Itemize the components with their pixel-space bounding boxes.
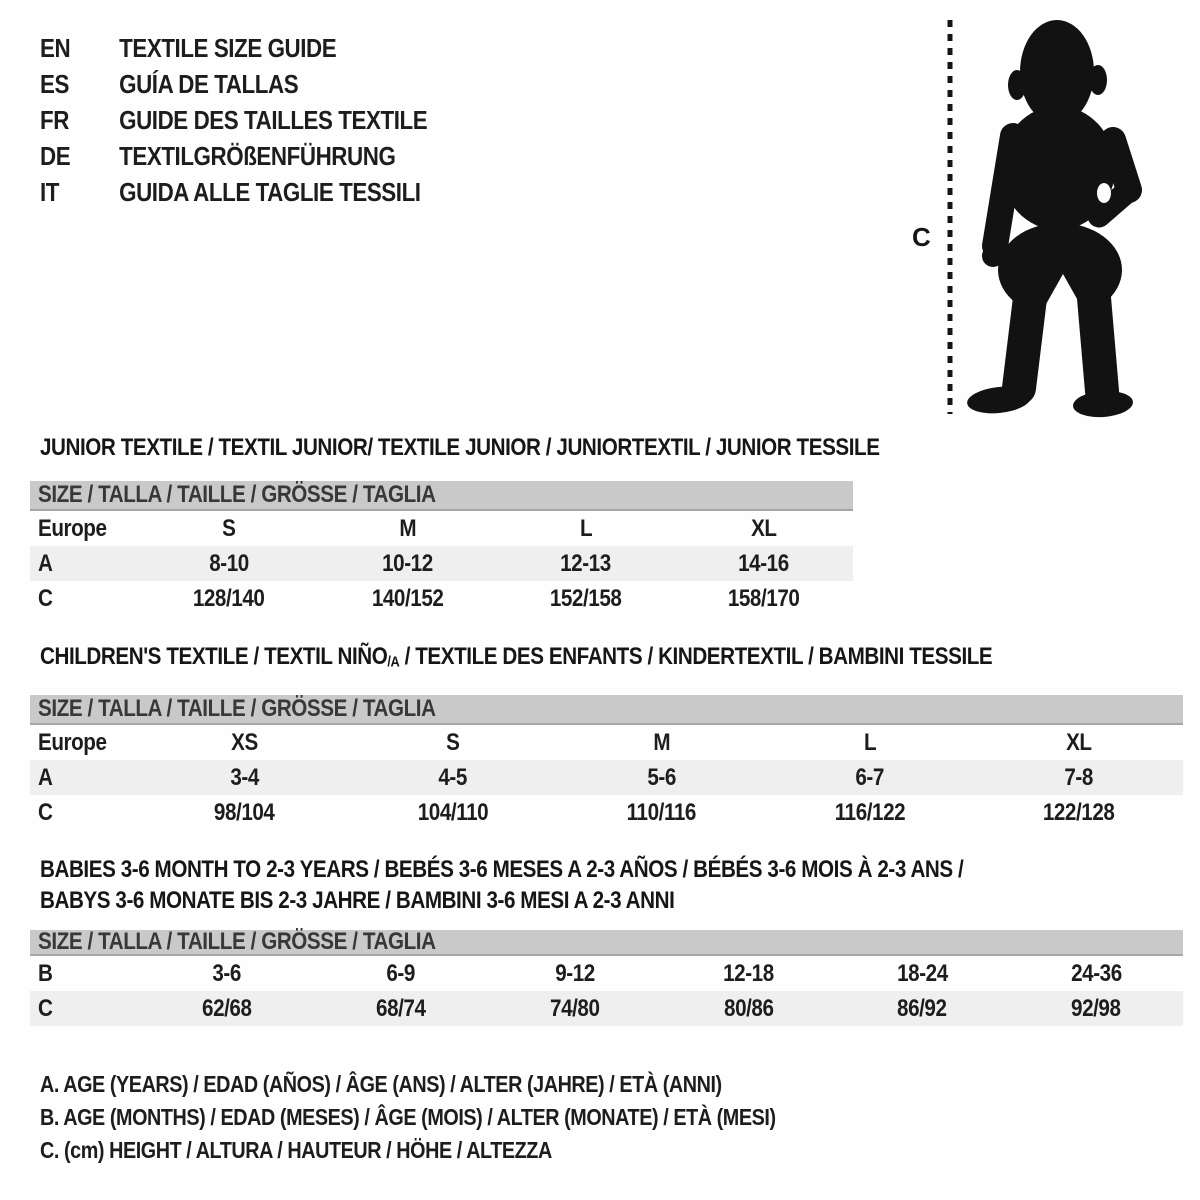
size-value: 116/122 <box>834 798 906 826</box>
size-value: XS <box>230 728 258 756</box>
legend-text-b: B. AGE (MONTHS) / EDAD (MESES) / ÂGE (MOIS) / ALTER (MONATE) / ETÀ (MESI) <box>40 1104 776 1130</box>
size-value: M <box>398 514 416 542</box>
table-row <box>30 956 1183 991</box>
size-value: 12-18 <box>723 959 774 987</box>
size-header-bar <box>30 930 1183 956</box>
table-row <box>30 581 853 616</box>
legend-line-c <box>40 1134 895 1167</box>
children-section-heading <box>40 643 1147 671</box>
row-label: A <box>38 763 53 791</box>
junior-heading-text: JUNIOR TEXTILE / TEXTIL JUNIOR/ TEXTILE JUNIOR / JUNIORTEXTIL / JUNIOR TESSILE <box>40 434 880 461</box>
table-row <box>30 725 1183 760</box>
legend-line-a <box>40 1068 895 1101</box>
children-heading-subscript: /A <box>387 654 400 671</box>
children-heading-part2: / TEXTILE DES ENFANTS / KINDERTEXTIL / BAMBINI TESSILE <box>399 643 993 670</box>
language-row-it <box>40 174 427 210</box>
row-label: B <box>38 959 53 987</box>
row-label: C <box>38 798 53 826</box>
language-row-en <box>40 30 427 66</box>
guide-title: GUIDE DES TAILLES TEXTILE <box>119 104 428 135</box>
language-row-de <box>40 138 427 174</box>
language-code: IT <box>40 176 60 207</box>
size-value: 12-13 <box>560 549 611 577</box>
size-value: 3-4 <box>230 763 259 791</box>
size-value: L <box>579 514 592 542</box>
legend-text-c: C. (cm) HEIGHT / ALTURA / HAUTEUR / HÖHE / ALTEZZA <box>40 1137 552 1163</box>
babies-section-heading <box>40 854 1114 916</box>
size-value: 122/128 <box>1042 798 1115 826</box>
language-code: FR <box>40 104 69 135</box>
size-header-label: SIZE / TALLA / TAILLE / GRÖSSE / TAGLIA <box>38 481 436 508</box>
size-value: 24-36 <box>1070 959 1122 987</box>
size-value: 68/74 <box>375 994 426 1022</box>
children-table-rows <box>30 725 1183 830</box>
table-row <box>30 546 853 581</box>
size-value: 80/86 <box>723 994 774 1022</box>
language-row-es <box>40 66 427 102</box>
babies-size-table <box>30 930 1183 1026</box>
table-row <box>30 795 1183 830</box>
size-value: M <box>653 728 670 756</box>
size-value: 3-6 <box>212 959 242 987</box>
row-label: C <box>38 584 53 612</box>
size-value: 128/140 <box>193 584 265 612</box>
size-value: 4-5 <box>438 763 468 791</box>
size-value: 7-8 <box>1064 763 1093 791</box>
size-header-label: SIZE / TALLA / TAILLE / GRÖSSE / TAGLIA <box>38 928 436 955</box>
size-value: 8-10 <box>209 549 249 577</box>
table-row <box>30 991 1183 1026</box>
size-value: XL <box>751 514 777 542</box>
size-value: 92/98 <box>1071 994 1121 1022</box>
children-size-table <box>30 695 1183 830</box>
size-value: 152/158 <box>549 584 622 612</box>
size-header-bar <box>30 481 853 511</box>
babies-table-rows <box>30 956 1183 1026</box>
babies-heading-line2: BABYS 3-6 MONATE BIS 2-3 JAHRE / BAMBINI 3-6 MESI A 2-3 ANNI <box>40 887 675 914</box>
babies-heading-line1: BABIES 3-6 MONTH TO 2-3 YEARS / BEBÉS 3-6 MESES A 2-3 AÑOS / BÉBÉS 3-6 MOIS À 2-3 ANS / <box>40 856 964 883</box>
size-value: 5-6 <box>647 763 676 791</box>
size-value: 110/116 <box>626 798 697 826</box>
size-value: 140/152 <box>371 584 444 612</box>
size-value: 104/110 <box>417 798 489 826</box>
guide-title: GUIDA ALLE TAGLIE TESSILI <box>119 176 421 207</box>
guide-title: TEXTILE SIZE GUIDE <box>119 32 337 63</box>
language-code: EN <box>40 32 71 63</box>
size-value: 158/170 <box>728 584 800 612</box>
size-header-bar <box>30 695 1183 725</box>
children-heading-part1: CHILDREN'S TEXTILE / TEXTIL NIÑO <box>40 643 388 670</box>
language-code: ES <box>40 68 69 99</box>
size-value: 10-12 <box>382 549 433 577</box>
size-value: 62/68 <box>202 994 252 1022</box>
row-label: A <box>38 549 53 577</box>
legend-line-b <box>40 1101 895 1134</box>
guide-title: TEXTILGRÖßENFÜHRUNG <box>119 140 396 171</box>
size-value: XL <box>1065 728 1092 756</box>
children-heading-text <box>40 643 992 671</box>
size-value: 18-24 <box>896 959 948 987</box>
size-value: 74/80 <box>549 994 600 1022</box>
row-label: Europe <box>38 514 107 542</box>
legend-text-a: A. AGE (YEARS) / EDAD (AÑOS) / ÂGE (ANS) / ALTER (JAHRE) / ETÀ (ANNI) <box>40 1071 722 1097</box>
language-row-fr <box>40 102 427 138</box>
row-label: Europe <box>38 728 107 756</box>
language-title-list <box>40 30 490 210</box>
table-row <box>30 760 1183 795</box>
table-row <box>30 511 853 546</box>
language-code: DE <box>40 140 71 171</box>
baby-silhouette-icon <box>966 20 1134 419</box>
junior-size-table <box>30 481 853 616</box>
size-value: 6-7 <box>855 763 885 791</box>
size-header-label: SIZE / TALLA / TAILLE / GRÖSSE / TAGLIA <box>38 695 436 722</box>
size-value: S <box>446 728 460 756</box>
size-value: S <box>222 514 236 542</box>
size-value: 98/104 <box>214 798 275 826</box>
size-value: 6-9 <box>386 959 416 987</box>
legend <box>40 1068 895 1167</box>
junior-table-rows <box>30 511 853 616</box>
size-value: 9-12 <box>554 959 595 987</box>
guide-title: GUÍA DE TALLAS <box>119 68 299 99</box>
junior-section-heading <box>40 434 1016 462</box>
size-value: 86/92 <box>897 994 947 1022</box>
height-measure-label: C <box>912 222 931 252</box>
height-measure-figure <box>898 8 1150 428</box>
size-value: L <box>863 728 877 756</box>
row-label: C <box>38 994 53 1022</box>
size-value: 14-16 <box>738 549 790 577</box>
